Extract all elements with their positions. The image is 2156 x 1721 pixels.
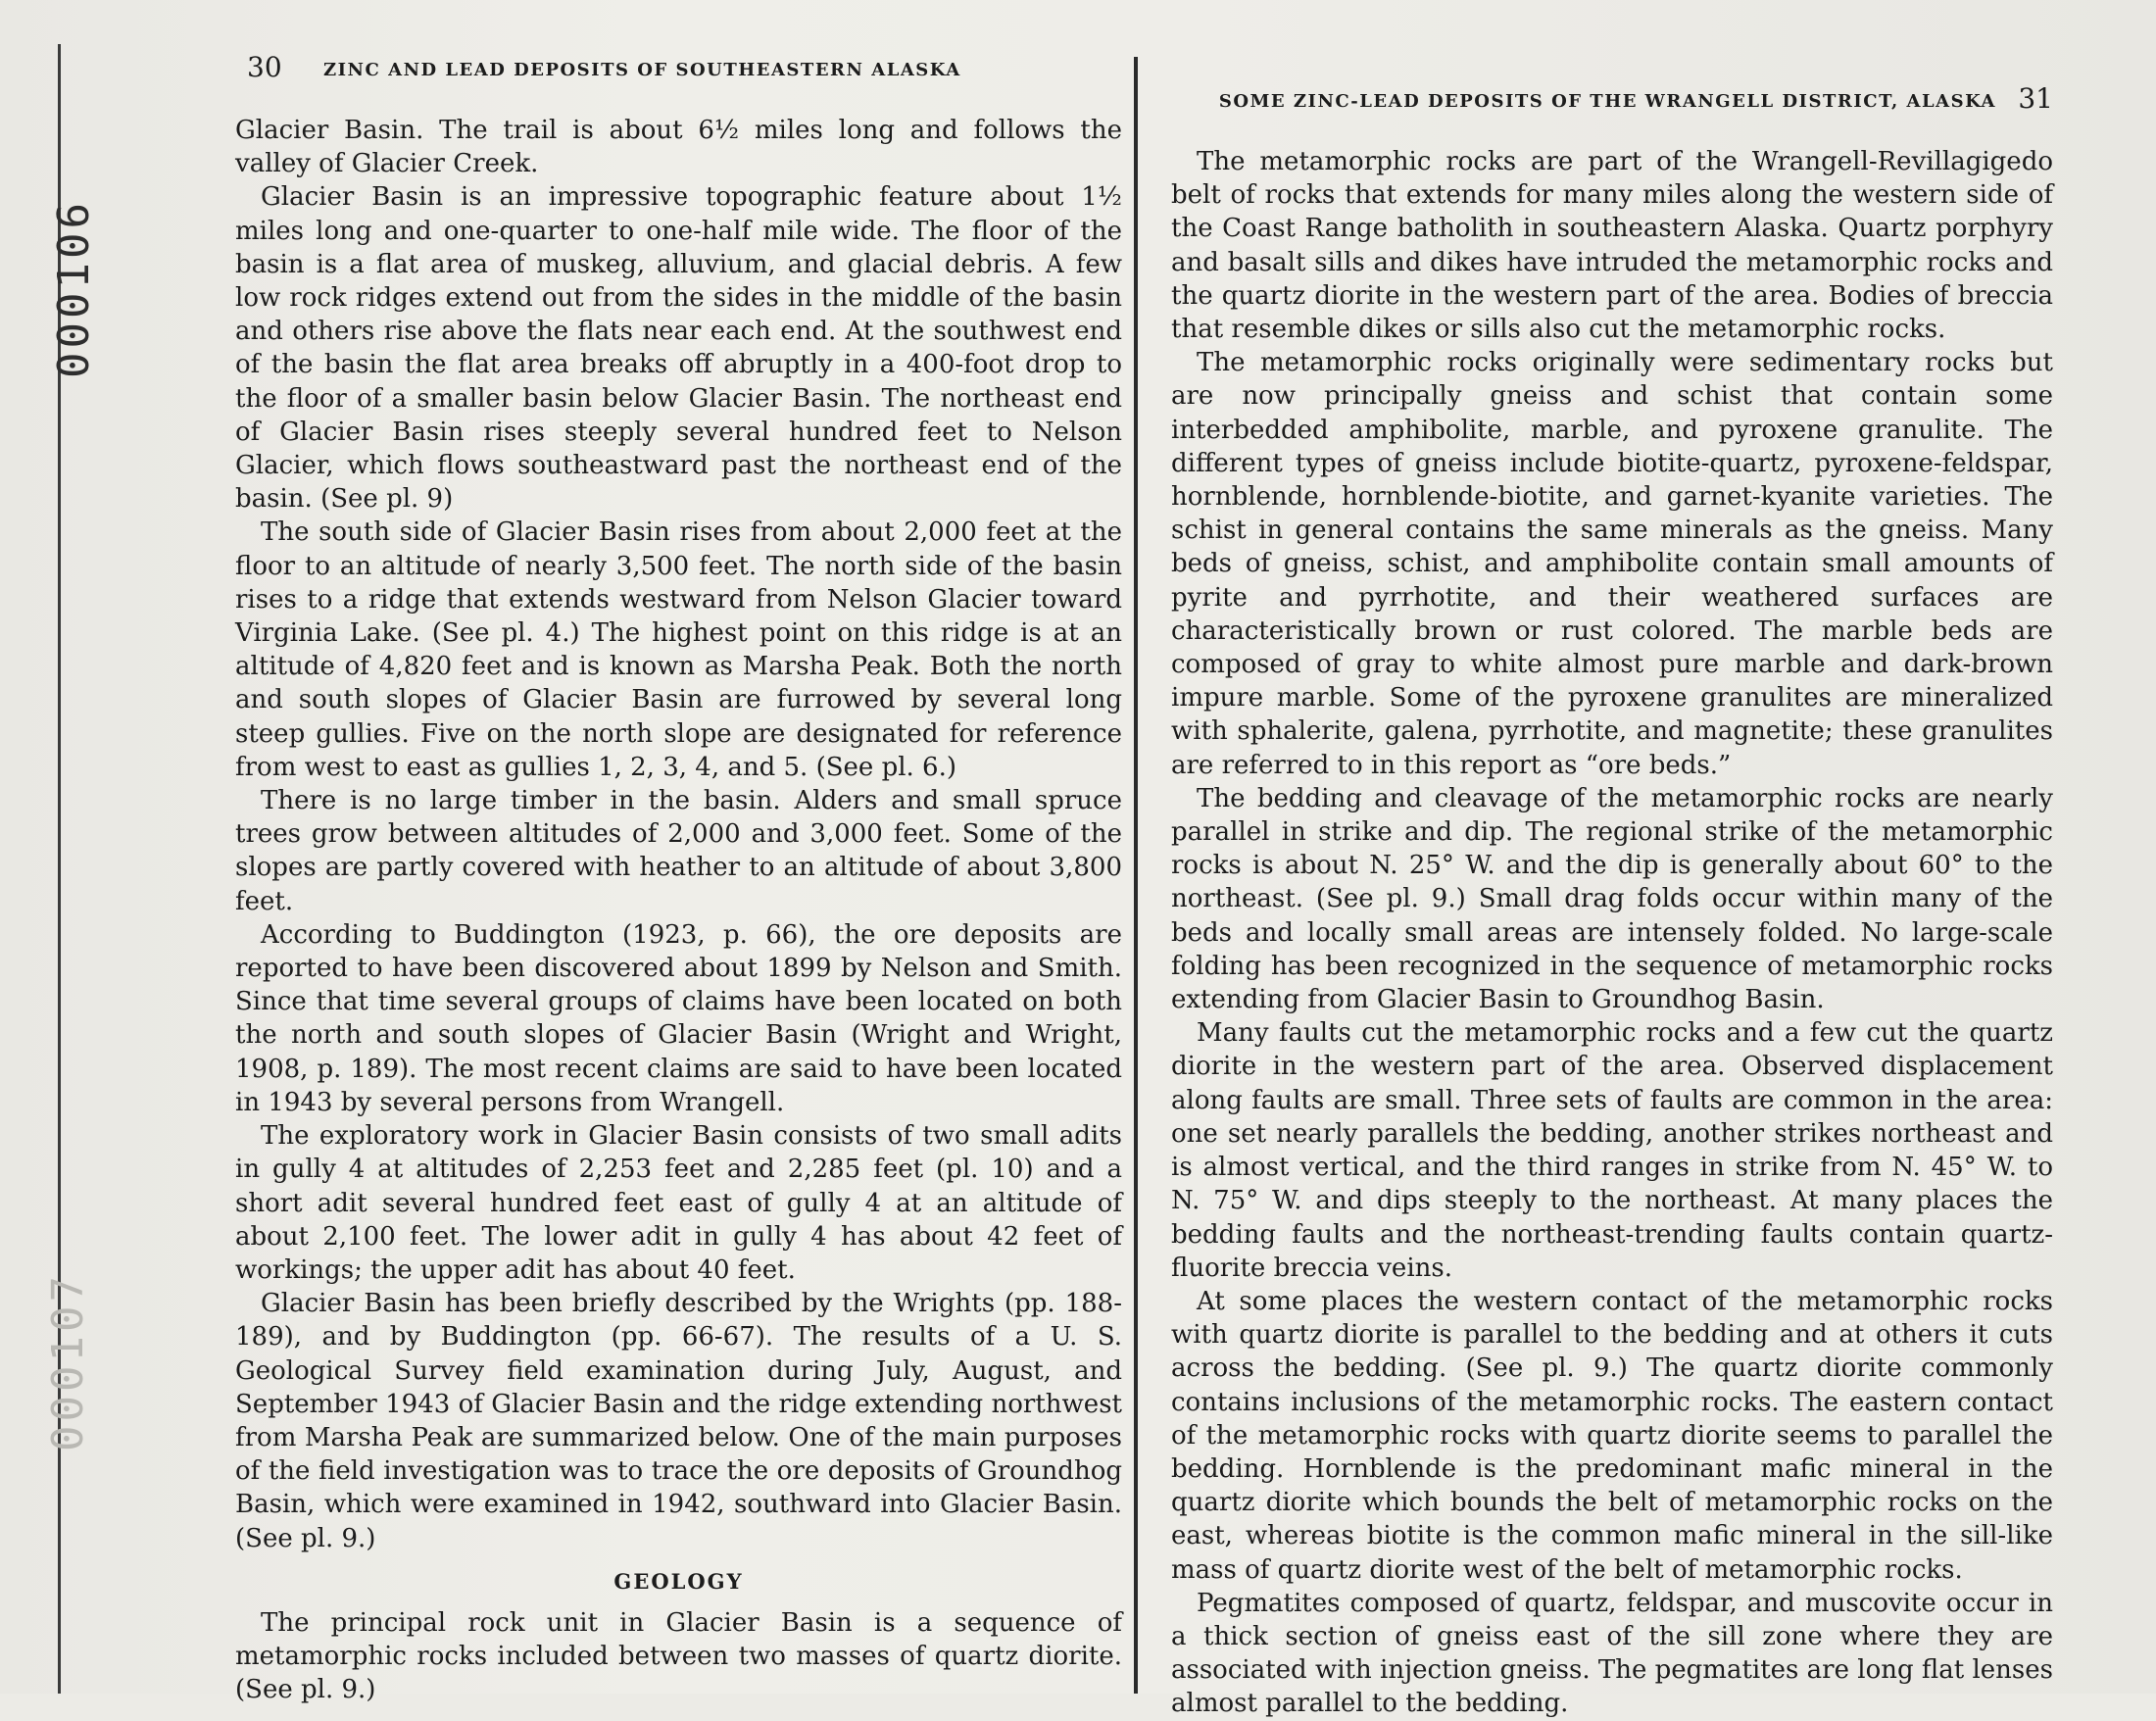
paragraph: The metamorphic rocks are part of the Wrangell-Revillagigedo belt of rocks that extends for many miles along the western side of the Coast Range batholith in southeastern Alaska. Quartz porphyry and basalt sills and dikes have intruded the metamorphic rocks and the quartz diorite in the western part of the area. Bodies of breccia that resemble dikes or sills also cut the metamorphic rocks.	[1171, 147, 2053, 345]
paragraph: According to Buddington (1923, p. 66), the ore deposits are reported to have been discovered about 1899 by Nelson and Smith. Since that time several groups of claims have been located on both the north and south slopes of Glacier Basin (Wright and Wright, 1908, p. 189). The most recent claims are said to have been located in 1943 by several persons from Wrangell.	[235, 919, 1122, 1117]
film-frame-code: 000106	[49, 199, 99, 379]
right-running-head	[1171, 82, 2053, 127]
right-running-head-title: SOME ZINC-LEAD DEPOSITS OF THE WRANGELL DISTRICT, ALASKA	[1218, 91, 1996, 112]
left-body-text	[235, 114, 1122, 1707]
section-heading-geology: GEOLOGY	[613, 1568, 744, 1594]
film-frame-code-faint: 000107	[43, 1272, 93, 1452]
paragraph: Pegmatites composed of quartz, feldspar, and muscovite occur in a thick section of gneiss east of the sill zone where they are associated with injection gneiss. The pegmatites are long flat lenses almost parallel to the bedding.	[1171, 1588, 2053, 1719]
paragraph: Many faults cut the metamorphic rocks and a few cut the quartz diorite in the western part of the area. Observed displacement along faults are small. Three sets of faults are common in the area: one set nearly parallels the bedding, another strikes northeast and is almost vertical, and the third ranges in strike from N. 45° W. to N. 75° W. and dips steeply to the northeast. At many places the bedding faults and the northeast-trending faults contain quartz-fluorite breccia veins.	[1171, 1018, 2053, 1283]
paragraph: At some places the western contact of the metamorphic rocks with quartz diorite is parallel to the bedding and at others it cuts across the bedding. (See pl. 9.) The quartz diorite commonly contains inclusions of the metamorphic rocks. The eastern contact of the metamorphic rocks with quartz diorite seems to parallel the bedding. Hornblende is the predominant mafic mineral in the quartz diorite which bounds the belt of metamorphic rocks on the east, whereas biotite is the common mafic mineral in the sill-like mass of quartz diorite west of the belt of metamorphic rocks.	[1171, 1286, 2053, 1585]
paragraph: The south side of Glacier Basin rises from about 2,000 feet at the floor to an altitude of nearly 3,500 feet. The north side of the basin rises to a ridge that extends westward from Nelson Glacier toward Virginia Lake. (See pl. 4.) The highest point on this ridge is at an altitude of 4,820 feet and is known as Marsha Peak. Both the north and south slopes of Glacier Basin are furrowed by several long steep gullies. Five on the north slope are designated for reference from west to east as gullies 1, 2, 3, 4, and 5. (See pl. 6.)	[235, 517, 1122, 782]
paragraph: The bedding and cleavage of the metamorphic rocks are nearly parallel in strike and dip. The regional strike of the metamorphic rocks is about N. 25° W. and the dip is generally about 60° to the northeast. (See pl. 9.) Small drag folds occur within many of the beds and locally small areas are intensely folded. No large-scale folding has been recognized in the sequence of metamorphic rocks extending from Glacier Basin to Groundhog Basin.	[1171, 783, 2053, 1015]
left-running-head-title: ZINC AND LEAD DEPOSITS OF SOUTHEASTERN ALASKA	[323, 60, 961, 80]
paragraph: There is no large timber in the basin. Alders and small spruce trees grow between altitudes of 2,000 and 3,000 feet. Some of the slopes are partly covered with heather to an altitude of about 3,800 feet.	[235, 786, 1122, 916]
paragraph: Glacier Basin. The trail is about 6½ miles long and follows the valley of Glacier Creek.	[235, 116, 1122, 179]
right-page-number: 31	[2018, 82, 2053, 115]
paragraph: Glacier Basin is an impressive topographic feature about 1½ miles long and one-quarter to one-half mile wide. The floor of the basin is a flat area of muskeg, alluvium, and glacial debris. A few low rock ridges extend out from the sides in the middle of the basin and others rise above the flats near each end. At the southwest end of the basin the flat area breaks off abruptly in a 400-foot drop to the floor of a smaller basin below Glacier Basin. The northeast end of Glacier Basin rises steeply several hundred feet to Nelson Glacier, which flows southeastward past the northeast end of the basin. (See pl. 9)	[235, 182, 1122, 515]
left-running-head	[235, 51, 1122, 96]
paragraph: Glacier Basin has been briefly described by the Wrights (pp. 188-189), and by Buddington (pp. 66-67). The results of a U. S. Geological Survey field examination during July, August, and September 1943 of Glacier Basin and the ridge extending northwest from Marsha Peak are summarized below. One of the main purposes of the field investigation was to trace the ore deposits of Groundhog Basin, which were examined in 1942, southward into Glacier Basin. (See pl. 9.)	[235, 1289, 1122, 1553]
paragraph: The metamorphic rocks originally were sedimentary rocks but are now principally gneiss and schist that contain some interbedded amphibolite, marble, and pyroxene granulite. The different types of gneiss include biotite-quartz, pyroxene-feldspar, hornblende, hornblende-biotite, and garnet-kyanite varieties. The schist in general contains the same minerals as the gneiss. Many beds of gneiss, schist, and amphibolite contain small amounts of pyrite and pyrrhotite, and their weathered surfaces are characteristically brown or rust colored. The marble beds are composed of gray to white almost pure marble and dark-brown impure marble. Some of the pyroxene granulites are mineralized with sphalerite, galena, pyrrhotite, and magnetite; these granulites are referred to in this report as “ore beds.”	[1171, 348, 2053, 780]
right-body-text	[1171, 145, 2053, 1721]
paragraph: The principal rock unit in Glacier Basin is a sequence of metamorphic rocks included between two masses of quartz diorite. (See pl. 9.)	[235, 1607, 1122, 1705]
paragraph: The exploratory work in Glacier Basin consists of two small adits in gully 4 at altitudes of 2,253 feet and 2,285 feet (pl. 10) and a short adit several hundred feet east of gully 4 at an altitude of about 2,100 feet. The lower adit in gully 4 has about 42 feet of workings; the upper adit has about 40 feet.	[235, 1121, 1122, 1285]
book-gutter-line	[1134, 57, 1138, 1694]
left-page-number: 30	[247, 51, 282, 83]
